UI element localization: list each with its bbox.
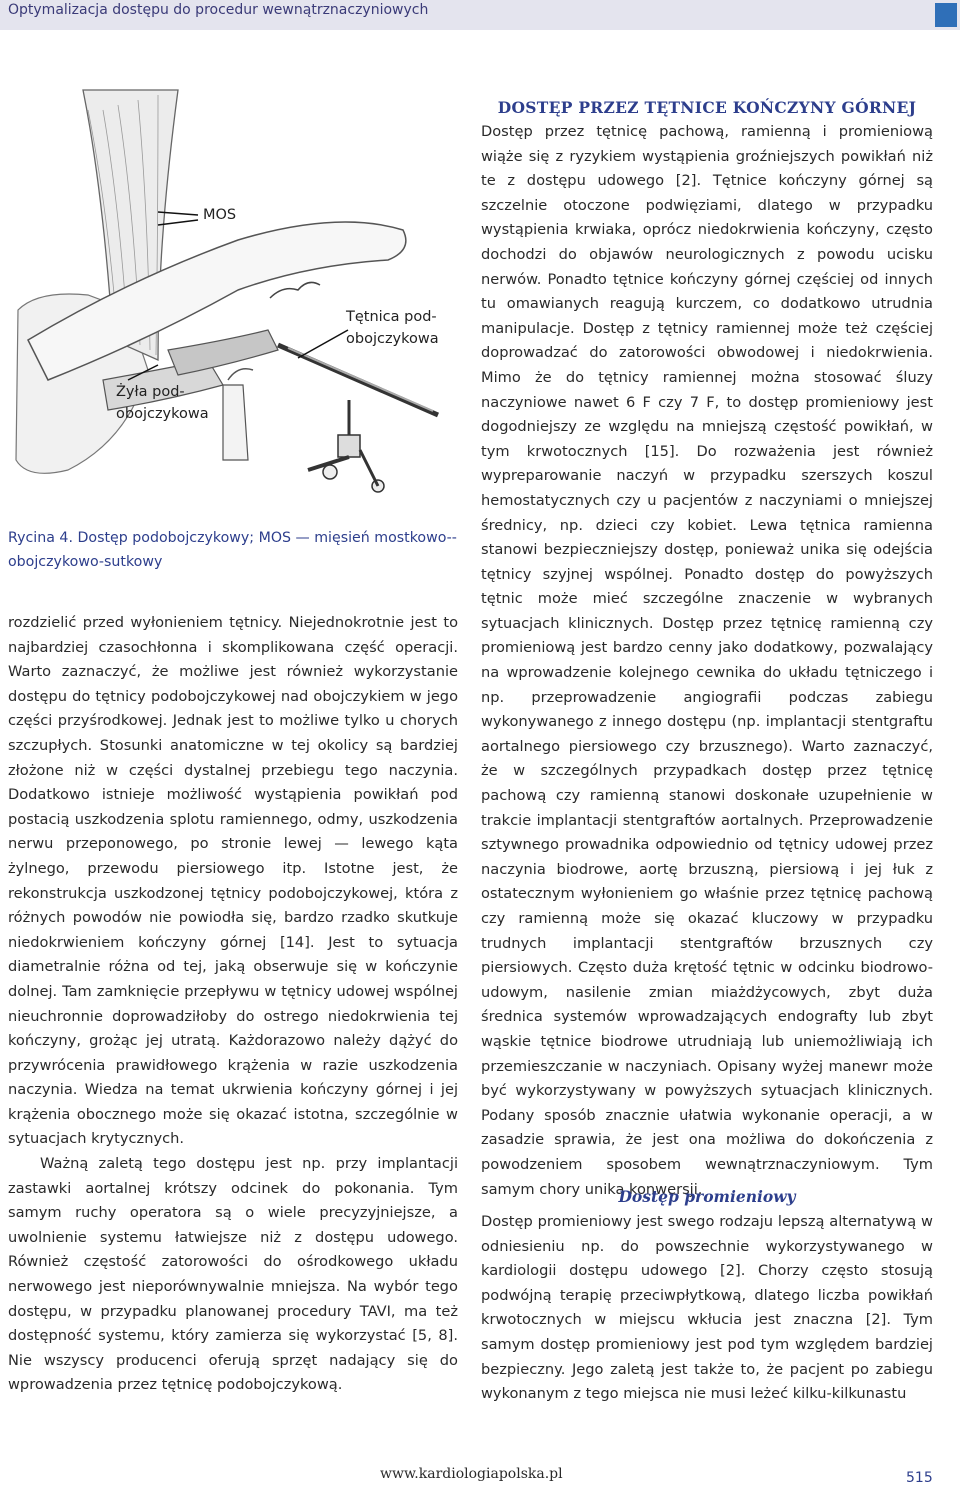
section-title: DOSTĘP PRZEZ TĘTNICE KOŃCZYNY GÓRNEJ [497, 98, 917, 117]
right-paragraph-2: Dostęp promieniowy jest swego rodzaju lepszą alternatywą w odniesieniu np. do powszechnie wykorzystywanego w kardiologii dostępu udowego [2]. Chorzy często stosują podwójną terapię przeciwpłytkową, dlatego liczba powikłań krwotocznych w miejscu wkłucia jest znaczna [2]. Tym samym dostęp promieniowy jest pod tym względem bardziej bezpieczny. Jego zaletą jest także to, że pacjent po zabiegu wykonanym z tego miejsca nie musi leżeć kilku-kilkunastu [481, 1213, 933, 1403]
figure-caption: Rycina 4. Dostęp podobojczykowy; MOS — mięsień mostkowo--obojczykowo-sutkowy [8, 530, 457, 570]
label-vein-line1: Żyła pod- [116, 384, 185, 400]
footer-url: www.kardiologiapolska.pl [380, 1466, 563, 1482]
anatomical-drawing [8, 40, 463, 510]
subsection-title: Dostęp promieniowy [618, 1187, 796, 1206]
running-header [0, 0, 960, 30]
page-number: 515 [906, 1470, 933, 1486]
label-mos: MOS [203, 207, 237, 223]
right-paragraph-1: Dostęp przez tętnicę pachową, ramienną i promieniową wiąże się z ryzykiem wystąpienia groźniejszych powikłań niż te z dostępu udowego [2]. Tętnice kończyny górnej są szczelnie otoczone podwięziami, dlatego w przypadku wystąpienia krwiaka, oprócz niedokrwienia kończyny, często dochodzi do objawów neurologicznych z powodu ucisku nerwów. Ponadto tętnice kończyny górnej częściej od innych tu omawianych reagują kurczem, co dodatkowo utrudnia manipulacje. Dostęp z tętnicy ramiennej może też częściej doprowadzać do zatorowości obwodowej i niedokrwienia. Mimo że do tętnicy ramiennej można stosować śluzy naczyniowe nawet 6 F czy 7 F, to dostęp promieniowy jest dogodniejszy ze względu na mniejszą częstość powikłań, w tym krwotocznych [15]. Do rozważenia jest również wypreparowanie naczyń w przypadku szerszych koszul hemostatycznych czy u pacjentów z naczyniami o mniejszej średnicy, np. dzieci czy kobiet. Lewa tętnica ramienna stanowi bezpieczniejszy dostęp, ponieważ unika się odejścia tętnicy szyjnej wspólnej. Ponadto dostęp do powyższych tętnic może mieć szczególne znaczenie w wybranych sytuacjach klinicznych. Dostęp przez tętnicę ramienną czy promieniową jest bardzo cenny jako dodatkowy, pozwalający na wprowadzenie kolejnego cewnika do układu tętniczego i np. przeprowadzenie angiografii podczas zabiegu wykonywanego z innego dostępu (np. implantacji stentgraftu aortalnego piersiowego czy brzusznego). Warto zaznaczyć, że w szczególnych przypadkach dostęp przez tętnicę pachową czy ramienną stanowi doskonałe uzupełnienie w trakcie implantacji stentgraftów aortalnych. Przeprowadzenie sztywnego prowadnika odpowiednio od tętnicy udowej przez naczynia biodrowe, aortę brzuszną, piersiową i jej łuk z ostatecznym wyłonieniem go właśnie przez tętnicę pachową czy ramienną może się okazać kluczowy w przypadku trudnych implantacji stentgraftów brzusznych czy piersiowych. Często duża krętość tętnic w odcinku biodrowo-udowym, nasilenie zmian miażdżycowych, zbyt duża średnica systemów wprowadzających endografty lub zbyt wąskie tętnice biodrowe utrudniają lub uniemożliwiają ich przemieszczanie w naczyniach. Opisany wyżej manewr może być wykorzystywany w powyższych sytuacjach klinicznych. Podany sposób znacznie ułatwia wykonanie operacji, a w zasadzie sprawia, że jest ona możliwa do dokończenia z powodzeniem sposobem wewnątrznaczyniowym. Tym samym chory unika konwersji. [481, 123, 933, 1198]
left-paragraph-2: Ważną zaletą tego dostępu jest np. przy implantacji zastawki aortalnej krótszy odcinek do pokonania. Tym samym ruchy operatora są o wiele precyzyjniejsze, a uwolnienie systemu łatwiejsze niż z dostępu udowego. Również częstość zatorowości do ośrodkowego układu nerwowego jest nieporównywalnie mniejsza. Na wybór tego dostępu, w przypadku planowanej procedury TAVI, ma też dostępność systemu, który zamierza się wykorzystać [5, 8]. Nie wszyscy producenci oferują sprzęt nadający się do wprowadzenia przez tętnicę podobojczykową. [8, 1155, 458, 1394]
left-paragraph-1: rozdzielić przed wyłonieniem tętnicy. Niejednokrotnie jest to najbardziej czasochłonna i skomplikowana część operacji. Warto zaznaczyć, że możliwe jest również wykorzystanie dostępu do tętnicy podobojczykowej nad obojczykiem w jego części przyśrodkowej. Jednak jest to możliwe tylko u chorych szczupłych. Stosunki anatomiczne w tej okolicy są bardziej złożone niż w części dystalnej przebiegu tego naczynia. Dodatkowo istnieje możliwość wystąpienia powikłań pod postacią uszkodzenia splotu ramiennego, odmy, uszkodzenia nerwu przeponowego, po stronie lewej — lewego kąta żylnego, przewodu piersiowego itp. Istotne jest, że rekonstrukcja uszkodzonej tętnicy podobojczykowej, która z różnych powodów nie powiodła się, bardzo rzadko skutkuje niedokrwieniem kończyny górnej [14]. Jest to sytuacja diametralnie różna od tej, jaką obserwuje się w kończynie dolnej. Tam zamknięcie przepływu w tętnicy udowej wspólnej nieuchronnie doprowadziłoby do ostrego niedokrwienia tej kończyny, grożąc jej utratą. Każdorazowo należy dążyć do przywrócenia prawidłowego krążenia w razie uszkodzenia naczynia. Wiedza na temat ukrwienia kończyny górnej i jej krążenia obocznego może się okazać istotna, szczególnie w sytuacjach krytycznych. [8, 614, 458, 1148]
right-column [481, 120, 933, 1202]
left-column [8, 611, 458, 1398]
label-artery-line2: obojczykowa [346, 331, 439, 347]
label-vein-line2: obojczykowa [116, 406, 209, 422]
label-artery-line1: Tętnica pod- [346, 309, 437, 325]
header-color-tab [935, 3, 957, 27]
figure-subclavian-access [8, 40, 463, 510]
running-header-title: Optymalizacja dostępu do procedur wewnątrznaczyniowych [8, 2, 429, 18]
right-column-lower [481, 1210, 933, 1407]
